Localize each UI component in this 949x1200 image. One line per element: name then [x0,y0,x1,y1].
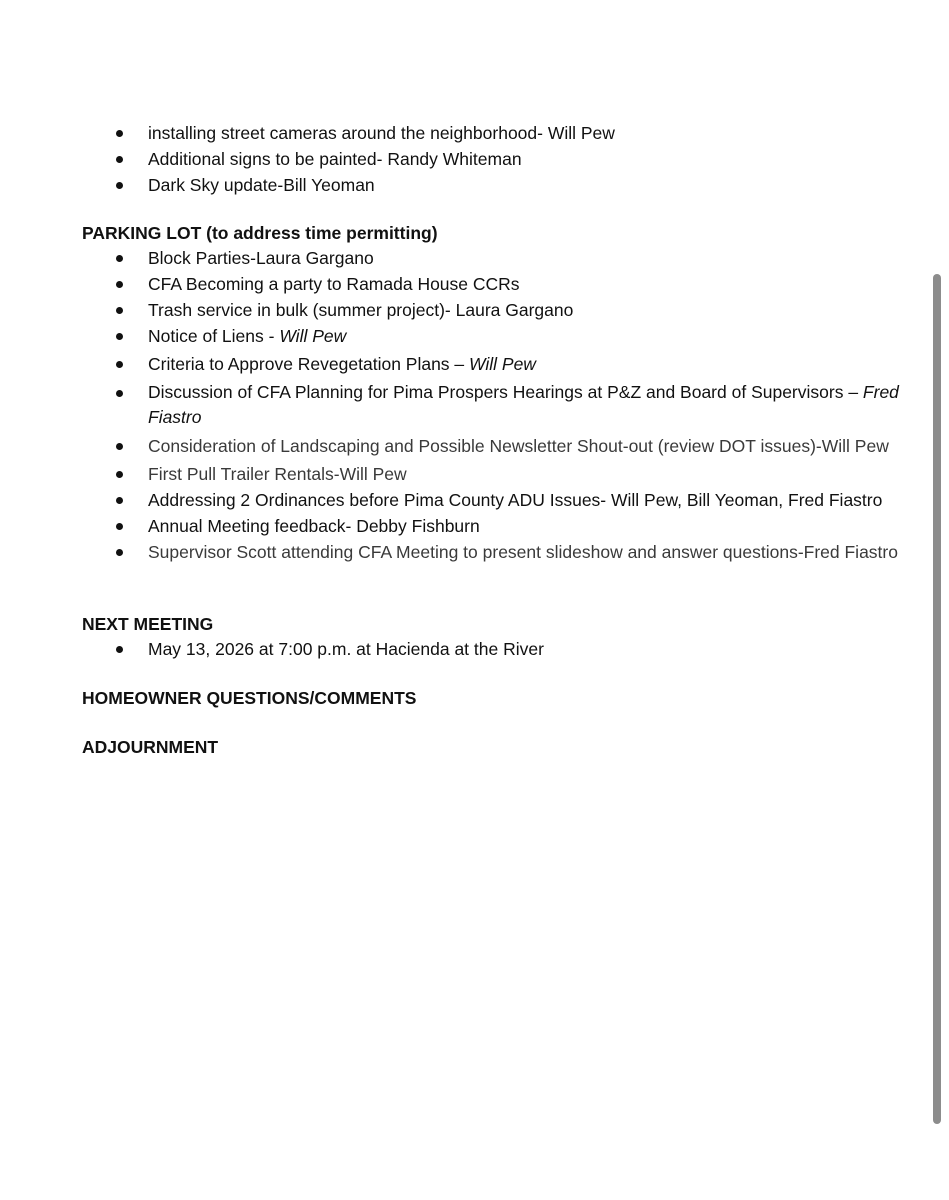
bullet-icon [116,523,123,530]
next-meeting-section [82,612,942,662]
adjournment-heading: ADJOURNMENT [82,737,219,757]
parking-lot-section [82,221,942,565]
bullet-icon [116,281,123,288]
bullet-icon [116,255,123,262]
list-item: May 13, 2026 at 7:00 p.m. at Hacienda at the River [82,636,942,662]
bullet-icon [116,497,123,504]
list-item: Discussion of CFA Planning for Pima Prospers Hearings at P&Z and Board of Supervisors – Fred Fiastro [82,380,938,430]
continued-agenda-section [82,120,942,198]
bullet-icon [116,361,123,368]
bullet-icon [116,646,123,653]
bullet-icon [116,443,123,450]
list-item: Annual Meeting feedback- Debby Fishburn [82,513,942,539]
bullet-icon [116,390,123,397]
list-item: installing street cameras around the neighborhood- Will Pew [82,120,942,146]
list-item: Trash service in bulk (summer project)- Laura Gargano [82,297,942,323]
adjournment-section [82,735,942,759]
list-item: First Pull Trailer Rentals-Will Pew [82,461,942,487]
list-item: CFA Becoming a party to Ramada House CCRs [82,271,942,297]
parking-lot-heading: PARKING LOT (to address time permitting) [82,223,438,243]
next-meeting-heading: NEXT MEETING [82,614,214,634]
bullet-icon [116,130,123,137]
bullet-icon [116,156,123,163]
list-item: Dark Sky update-Bill Yeoman [82,172,942,198]
bullet-icon [116,471,123,478]
next-meeting-list [82,636,942,662]
list-item: Addressing 2 Ordinances before Pima County ADU Issues- Will Pew, Bill Yeoman, Fred Fiastro [82,487,942,513]
homeowner-section [82,686,942,710]
continued-agenda-list [82,120,942,198]
list-item: Notice of Liens - Will Pew [82,323,942,349]
vertical-scrollbar[interactable] [933,274,941,1124]
list-item: Block Parties-Laura Gargano [82,245,942,271]
bullet-icon [116,182,123,189]
homeowner-heading: HOMEOWNER QUESTIONS/COMMENTS [82,688,417,708]
list-item: Consideration of Landscaping and Possible Newsletter Shout-out (review DOT issues)-Will Pew [82,433,942,459]
parking-lot-list [82,245,942,565]
bullet-icon [116,333,123,340]
bullet-icon [116,549,123,556]
list-item: Additional signs to be painted- Randy Whiteman [82,146,942,172]
list-item: Criteria to Approve Revegetation Plans – Will Pew [82,351,942,377]
bullet-icon [116,307,123,314]
list-item: Supervisor Scott attending CFA Meeting to present slideshow and answer questions-Fred Fiastro [82,539,942,565]
